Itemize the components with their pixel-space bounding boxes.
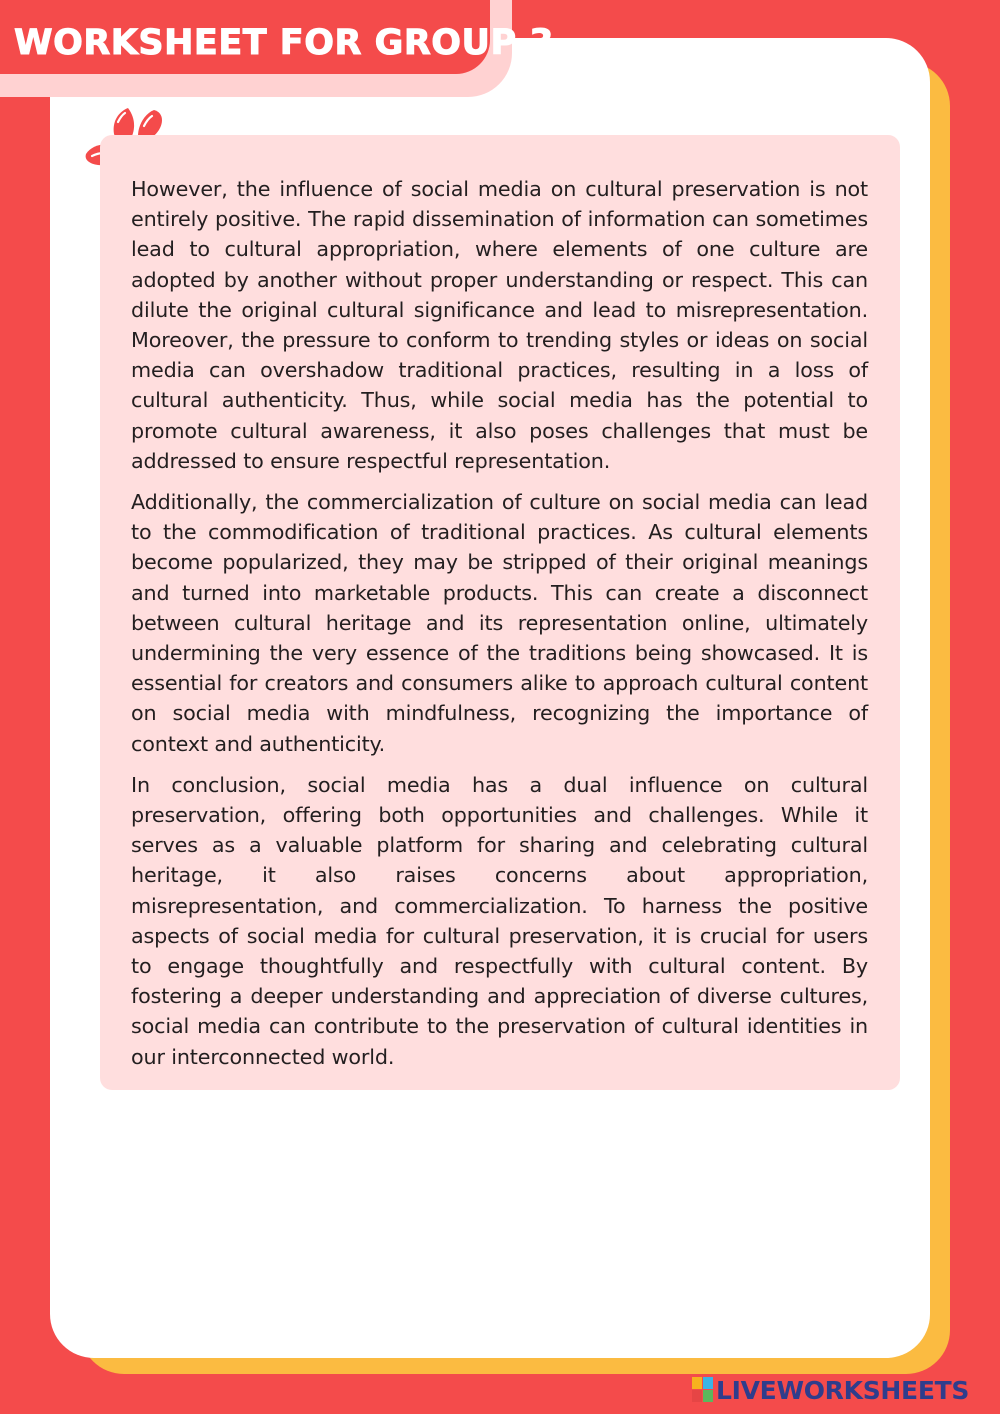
reading-text	[131, 174, 868, 1083]
liveworksheets-logo-icon	[692, 1377, 714, 1403]
worksheet-title: WORKSHEET FOR GROUP 3	[14, 23, 555, 63]
paragraph-1: However, the influence of social media on cultural preservation is not entirely positive. The rapid dissemination of information can sometimes lead to cultural appropriation, where elements of one culture are adopted by another without proper understanding or respect. This can dilute the original cultural significance and lead to misrepresentation. Moreover, the pressure to conform to trending styles or ideas on social media can overshadow traditional practices, resulting in a loss of cultural authenticity. Thus, while social media has the potential to promote cultural awareness, it also poses challenges that must be addressed to ensure respectful representation.	[131, 177, 868, 473]
paragraph-2: Additionally, the commercialization of culture on social media can lead to the commodification of traditional practices. As cultural elements become popularized, they may be stripped of their original meanings and turned into marketable products. This can create a disconnect between cultural heritage and its representation online, ultimately undermining the very essence of the traditions being showcased. It is essential for creators and consumers alike to approach cultural content on social media with mindfulness, recognizing the importance of context and authenticity.	[131, 490, 868, 756]
watermark-text: LIVEWORKSHEETS	[716, 1375, 970, 1405]
title-band	[0, 0, 555, 74]
title-tab	[0, 0, 555, 97]
paragraph-3: In conclusion, social media has a dual influence on cultural preservation, offering both opportunities and challenges. While it serves as a valuable platform for sharing and celebrating cultural heritage, it also raises concerns about appropriation, misrepresentation, and commercialization. To harness the positive aspects of social media for cultural preservation, it is crucial for users to engage thoughtfully and respectfully with cultural content. By fostering a deeper understanding and appreciation of diverse cultures, social media can contribute to the preservation of cultural identities in our interconnected world.	[131, 772, 868, 1069]
liveworksheets-watermark[interactable]	[692, 1373, 969, 1407]
